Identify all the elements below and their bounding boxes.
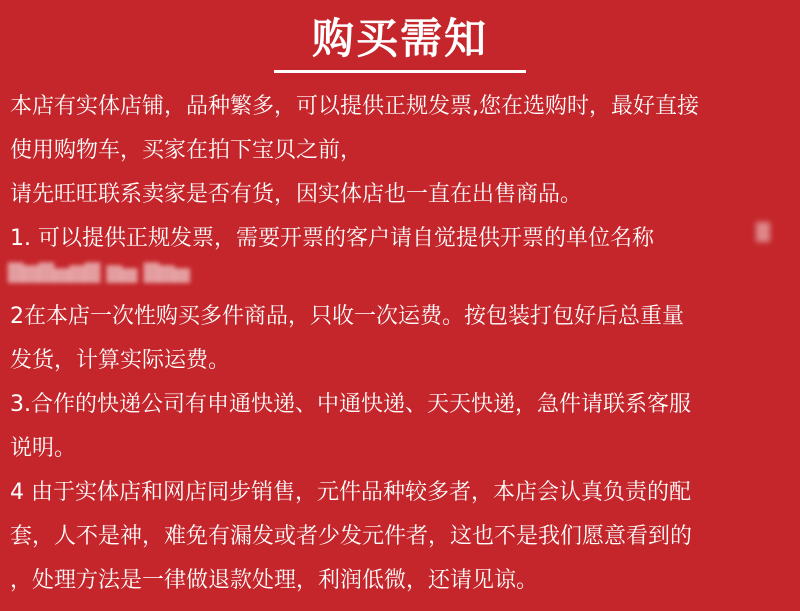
notice-line: 2在本店一次性购买多件商品，只收一次运费。按包装打包好后总重量 [10,304,684,329]
notice-line: 4 由于实体店和网店同步销售，元件品种较多者，本店会认真负责的配 [10,480,691,505]
notice-line: 套，人不是神，难免有漏发或者少发元件者，这也不是我们愿意看到的 [10,524,693,549]
blurred-text: ▇▆▇▅▆▇ ▆▅ ▇▆▅ [8,259,190,283]
notice-line: 3.合作的快递公司有申通快递、中通快递、天天快递，急件请联系客服 [10,392,691,417]
notice-line: 说明。 [10,436,77,461]
title-underline [274,70,526,73]
notice-line: 使用购物车，买家在拍下宝贝之前， [10,138,363,163]
notice-line: 请先旺旺联系卖家是否有货，因实体店也一直在出售商品。 [10,182,583,207]
notice-line: ，处理方法是一律做退款处理，利润低微，还请见谅。 [10,568,539,593]
blurred-mark [756,222,770,242]
notice-line: 发货，计算实际运费。 [10,348,231,373]
notice-line: 本店有实体店铺，品种繁多，可以提供正规发票,您在选购时，最好直接 [10,94,699,119]
notice-line: 1. 可以提供正规发票，需要开票的客户请自觉提供开票的单位名称 [10,226,654,251]
page-title: 购买需知 [311,14,488,63]
